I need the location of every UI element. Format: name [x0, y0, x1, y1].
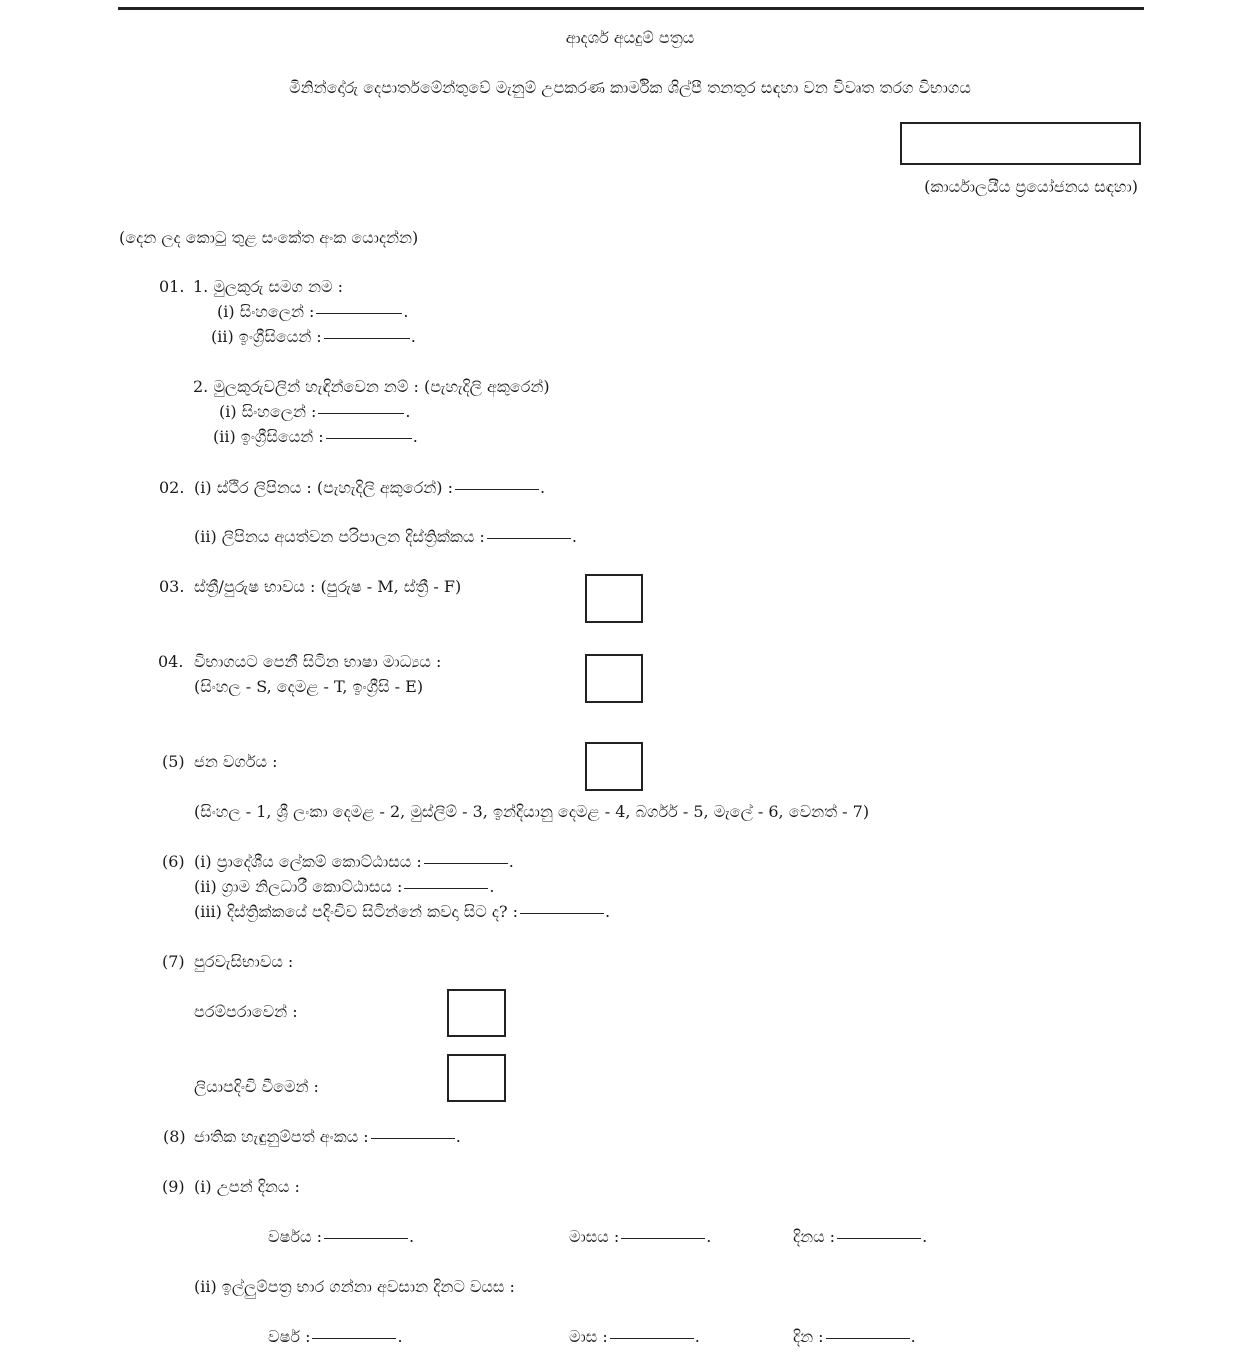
period: .: [410, 327, 416, 346]
q5-ethnicity-box[interactable]: [585, 742, 643, 791]
answer-blank[interactable]: [455, 488, 539, 490]
instructions: (දෙන ලද කොටු තුළ සංකේත අංක යොදන්න): [119, 228, 419, 247]
q4-number: 04.: [158, 652, 184, 671]
q9-dob-day-field[interactable]: [793, 1227, 927, 1247]
answer-blank[interactable]: [318, 412, 404, 414]
q2-district-field[interactable]: [194, 527, 577, 547]
q8-nic-field[interactable]: [194, 1127, 461, 1147]
answer-blank[interactable]: [826, 1337, 910, 1339]
q1-part1-english-field[interactable]: [211, 327, 416, 347]
q9-dob-year-field[interactable]: [268, 1227, 414, 1247]
q3-gender-box[interactable]: [585, 574, 643, 623]
field-label: (ii) ග්‍රාම නිලධාරී කොට්ඨාසය :: [194, 877, 403, 896]
q5-ethnicity-options: (සිංහල - 1, ශ්‍රී ලංකා දෙමළ - 2, මුස්ලිම් - 3, ඉන්දියානු දෙමළ - 4, බර්ගර් - 5, මැලේ - 6, වෙනත් - 7): [194, 802, 870, 821]
answer-blank[interactable]: [520, 912, 604, 914]
q1-part2-label: 2. මුලකුරුවලින් හැඳින්වෙන නම් : (පැහැදිලි අකුරෙන්): [193, 377, 550, 396]
answer-blank[interactable]: [837, 1237, 921, 1239]
q6-number: (6): [162, 852, 185, 871]
period: .: [489, 877, 495, 896]
q7-number: (7): [162, 952, 185, 971]
q5-ethnicity-label: ජන වර්ගය :: [194, 752, 278, 771]
period: .: [397, 1327, 403, 1346]
field-label: (i) සිංහලෙන් :: [217, 302, 315, 321]
answer-blank[interactable]: [371, 1137, 455, 1139]
q4-medium-label: විභාගයට පෙනී සිටින භාෂා මාධ්‍යය :: [194, 652, 442, 671]
q7-citizenship-label: පුරවැසිභාවය :: [194, 952, 294, 971]
field-label: (ii) ඉංග්‍රීසියෙන් :: [213, 427, 324, 446]
period: .: [405, 402, 411, 421]
office-use-box[interactable]: [900, 122, 1141, 165]
field-label: දින :: [793, 1327, 824, 1346]
q6-gn-division-field[interactable]: [194, 877, 495, 897]
period: .: [508, 852, 514, 871]
q6-residence-since-field[interactable]: [194, 902, 610, 922]
answer-blank[interactable]: [487, 537, 571, 539]
q8-number: (8): [163, 1127, 186, 1146]
q9-number: (9): [162, 1177, 185, 1196]
office-use-label: (කාර්යාලයීය ප්‍රයෝජනය සඳහා): [924, 177, 1138, 196]
q4-medium-box[interactable]: [585, 654, 643, 703]
field-label: මාසය :: [569, 1227, 620, 1246]
q2-address-field[interactable]: [194, 478, 545, 498]
field-label: දිනය :: [793, 1227, 836, 1246]
period: .: [539, 478, 546, 497]
field-label: (ii) ඉංග්‍රීසියෙන් :: [211, 327, 322, 346]
q7-descent-box[interactable]: [447, 989, 506, 1037]
page-subtitle: මිනින්දෝරු දෙපාර්තමේන්තුවේ මැනුම් උපකරණ කාර්මික ශිල්පී තනතුර සඳහා වන විවෘත තරග විභාගය: [289, 78, 971, 97]
answer-blank[interactable]: [610, 1337, 694, 1339]
page-title: ආදර්ශ අයදුම් පත්‍රය: [565, 28, 695, 47]
period: .: [694, 1327, 700, 1346]
period: .: [922, 1227, 928, 1246]
period: .: [408, 1227, 415, 1246]
answer-blank[interactable]: [324, 1237, 408, 1239]
field-label: වර්ෂ :: [268, 1327, 311, 1346]
q1-part2-english-field[interactable]: [213, 427, 418, 447]
field-label: ජාතික හැඳුනුම්පත් අංකය :: [194, 1127, 369, 1146]
answer-blank[interactable]: [312, 1337, 396, 1339]
field-label: (i) ප්‍රාදේශීය ලේකම් කොට්ඨාසය :: [194, 852, 422, 871]
q3-number: 03.: [159, 577, 185, 596]
answer-blank[interactable]: [316, 312, 402, 314]
answer-blank[interactable]: [621, 1237, 705, 1239]
q9-age-days-field[interactable]: [793, 1327, 916, 1347]
answer-blank[interactable]: [404, 887, 488, 889]
q9-dob-month-field[interactable]: [569, 1227, 711, 1247]
period: .: [706, 1227, 712, 1246]
field-label: වර්ෂය :: [268, 1227, 322, 1246]
q9-dob-label: (i) උපන් දිනය :: [194, 1177, 300, 1196]
q5-number: (5): [162, 752, 185, 771]
q3-gender-label: ස්ත්‍රී/පුරුෂ භාවය : (පුරුෂ - M, ස්ත්‍රී - F): [194, 577, 462, 596]
period: .: [605, 902, 611, 921]
q9-age-label: (ii) ඉල්ලුම්පත්‍ර භාර ගන්නා අවසාන දිනට වයස :: [194, 1277, 515, 1296]
answer-blank[interactable]: [326, 437, 412, 439]
period: .: [910, 1327, 916, 1346]
top-rule: [118, 7, 1144, 10]
q9-age-years-field[interactable]: [268, 1327, 403, 1347]
q7-registration-label: ලියාපදිංචි වීමෙන් :: [194, 1077, 319, 1096]
q7-registration-box[interactable]: [447, 1054, 506, 1102]
q6-divisional-secretariat-field[interactable]: [194, 852, 514, 872]
q7-descent-label: පරම්පරාවෙන් :: [194, 1002, 298, 1021]
answer-blank[interactable]: [324, 337, 410, 339]
q2-number: 02.: [159, 478, 185, 497]
period: .: [571, 527, 577, 546]
field-label: මාස :: [569, 1327, 608, 1346]
field-label: (i) ස්ථිර ලිපිනය : (පැහැදිලි අකුරෙන්) :: [194, 478, 453, 497]
field-label: (iii) දිස්ත්‍රික්කයේ පදිංචිව සිටින්නේ කවදා සිට ද? :: [194, 902, 518, 921]
period: .: [412, 427, 418, 446]
answer-blank[interactable]: [424, 862, 508, 864]
q1-number: 01.: [159, 277, 185, 296]
field-label: (ii) ලිපිනය අයත්වන පරිපාලන දිස්ත්‍රික්කය :: [194, 527, 485, 546]
q1-part2-sinhala-field[interactable]: [219, 402, 411, 422]
q1-part1-label: 1. මුලකුරු සමග නම :: [193, 277, 344, 296]
q9-age-months-field[interactable]: [569, 1327, 700, 1347]
period: .: [403, 302, 409, 321]
field-label: (i) සිංහලෙන් :: [219, 402, 317, 421]
period: .: [455, 1127, 461, 1146]
q1-part1-sinhala-field[interactable]: [217, 302, 409, 322]
q4-medium-options: (සිංහල - S, දෙමළ - T, ඉංග්‍රීසි - E): [194, 677, 424, 696]
